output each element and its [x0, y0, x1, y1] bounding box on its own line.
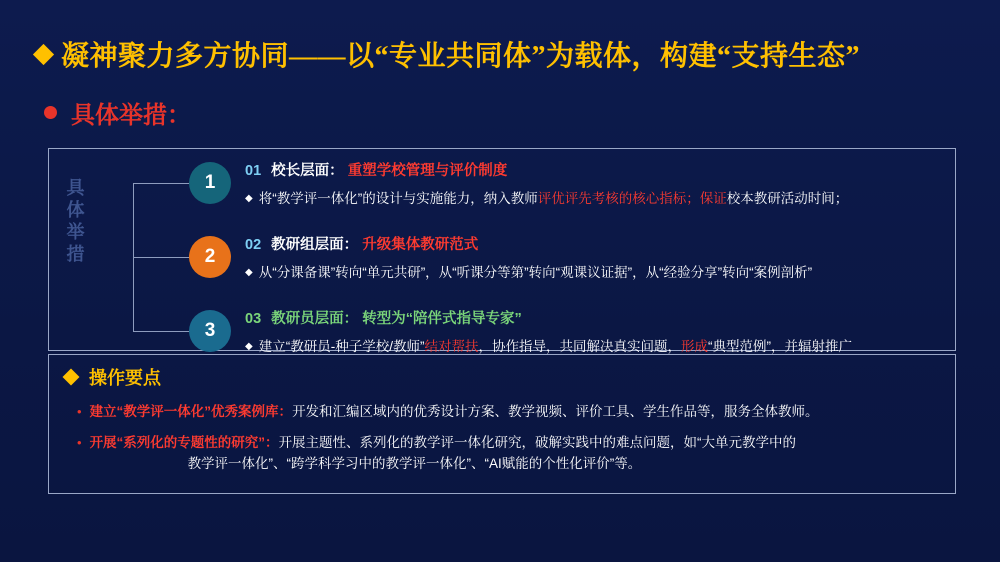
section-heading	[44, 95, 191, 130]
diamond-bullet-icon	[33, 43, 54, 64]
operation-text-2	[90, 432, 797, 474]
list-item	[77, 401, 939, 422]
dot-bullet-icon	[44, 106, 57, 119]
page-title-text: 凝神聚力多方协同——以“专业共同体”为载体，构建“支持生态”	[61, 41, 861, 72]
measure-badge-3: 3	[189, 310, 231, 352]
measure-body-3-part-1: 建立“教研员-种子学校/教师”	[258, 339, 425, 354]
operations-title: 操作要点	[89, 368, 161, 388]
page-title	[36, 34, 860, 74]
measure-body-3	[245, 335, 945, 355]
dot-bullet-icon: •	[77, 404, 82, 419]
measure-number-3: 03	[245, 311, 262, 327]
section-heading-text: 具体举措：	[71, 103, 191, 129]
measure-body-2-part-1: 从“分课备课”转向“单元共研”，从“听课分等第”转向“观课议证据”，从“经验分享”转向“案例剖析”	[258, 265, 813, 280]
measure-body-3-part-5: “典型范例”，并辐射推广	[707, 339, 852, 354]
measure-body-2	[245, 261, 945, 281]
measure-headline-2: 升级集体教研范式	[362, 237, 479, 253]
measure-heading-1	[245, 159, 945, 180]
measure-body-3-part-2: 结对帮扶	[424, 339, 479, 354]
measures-vertical-label: 具 体 举 措	[66, 178, 86, 264]
measure-badge-1: 1	[189, 162, 231, 204]
operation-rest-2: 开展主题性、系列化的教学评一体化研究，破解实践中的难点问题，如“大单元教学中的	[278, 435, 797, 450]
operation-text-1	[90, 401, 819, 422]
bracket-line-1	[133, 183, 189, 184]
measure-body-3-part-4: 形成	[680, 339, 708, 354]
measure-role-3: 教研员层面：	[271, 311, 359, 327]
measure-headline-3: 转型为“陪伴式指导专家”	[362, 311, 522, 327]
measure-role-1: 校长层面：	[271, 163, 344, 179]
measure-role-2: 教研组层面：	[271, 237, 359, 253]
measure-item-2	[245, 233, 945, 281]
measure-item-1	[245, 159, 945, 207]
bracket-line-3	[133, 331, 189, 332]
bracket-line-2	[133, 257, 189, 258]
measure-body-1-part-3: 保证	[699, 191, 727, 206]
measure-heading-3	[245, 307, 945, 328]
measure-number-1: 01	[245, 163, 262, 179]
measure-heading-2	[245, 233, 945, 254]
measure-number-2: 02	[245, 237, 262, 253]
operations-list	[77, 401, 939, 484]
measure-badge-2: 2	[189, 236, 231, 278]
operation-rest-1: 开发和汇编区域内的优秀设计方案、教学视频、评价工具、学生作品等，服务全体教师。	[292, 404, 819, 419]
diamond-small-icon: ◆	[245, 193, 253, 204]
measure-body-1-part-2: 评优评先考核的核心指标；	[537, 191, 700, 206]
measure-body-3-part-3: ，协作指导，共同解决真实问题，	[478, 339, 681, 354]
diamond-small-icon: ◆	[245, 267, 253, 278]
measure-headline-1: 重塑学校管理与评价制度	[347, 163, 508, 179]
operation-lead-2: 开展“系列化的专题性的研究”：	[89, 435, 279, 450]
diamond-bullet-icon	[63, 369, 80, 386]
measure-body-1-part-1: 将“教学评一体化”的设计与实施能力，纳入教师	[258, 191, 538, 206]
measure-item-3	[245, 307, 945, 355]
operations-heading	[65, 364, 161, 390]
measure-body-1	[245, 187, 945, 207]
diamond-small-icon: ◆	[245, 341, 253, 352]
list-item	[77, 432, 939, 474]
dot-bullet-icon: •	[77, 435, 82, 450]
operation-rest-2b: 教学评一体化”、“跨学科学习中的教学评一体化”、“AI赋能的个性化评价”等。	[187, 456, 642, 471]
measure-body-1-part-4: 校本教研活动时间；	[726, 191, 849, 206]
measures-panel	[48, 148, 956, 354]
operation-lead-1: 建立“教学评一体化”优秀案例库：	[89, 404, 293, 419]
operations-panel	[48, 354, 956, 494]
